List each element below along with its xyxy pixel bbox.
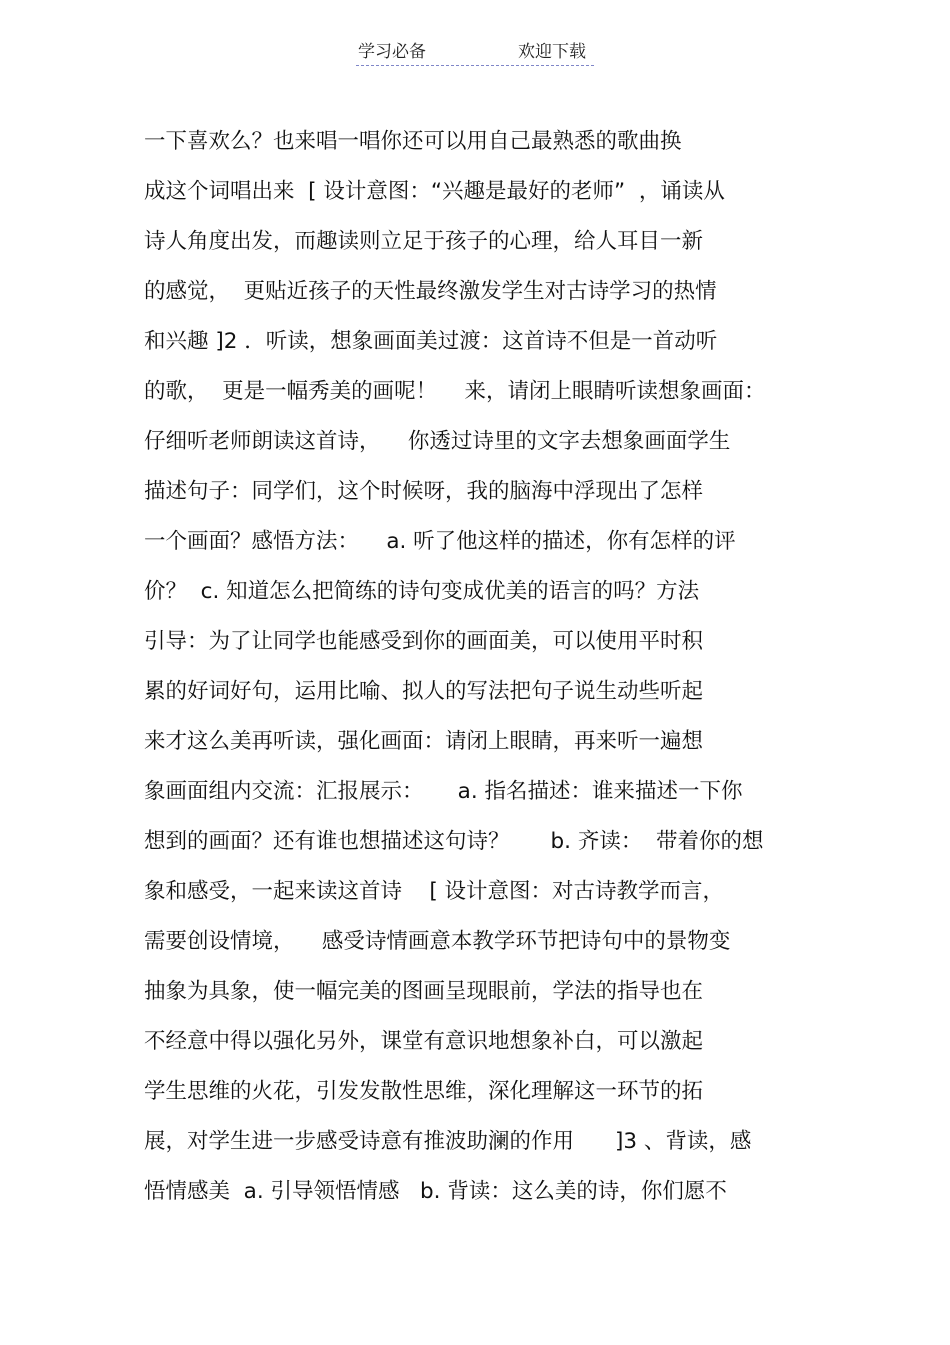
text-line: 象画面组内交流：汇报展示： a. 指名描述：谁来描述一下你 [144, 779, 743, 804]
text-line: 的歌， 更是一幅秀美的画呢！ 来，请闭上眼睛听读想象画面： [144, 379, 766, 404]
page-header [356, 40, 594, 66]
text-line: 不经意中得以强化另外，课堂有意识地想象补白，可以激起 [144, 1029, 704, 1054]
text-line: 一个画面？感悟方法： a. 听了他这样的描述，你有怎样的评 [144, 529, 736, 554]
header-right-text: 欢迎下载 [518, 42, 586, 62]
text-line: 描述句子：同学们，这个时候呀，我的脑海中浮现出了怎样 [144, 479, 704, 504]
text-line: 累的好词好句，运用比喻、拟人的写法把句子说生动些听起 [144, 679, 704, 704]
text-line: 和兴趣 ]2 ．听读，想象画面美过渡：这首诗不但是一首动听 [144, 329, 718, 354]
text-line: 引导：为了让同学也能感受到你的画面美，可以使用平时积 [144, 629, 704, 654]
text-line: 悟情感美 a. 引导领悟情感 b. 背读：这么美的诗，你们愿不 [144, 1179, 727, 1204]
text-line: 展，对学生进一步感受诗意有推波助澜的作用 ]3 、背读，感 [144, 1129, 752, 1154]
text-line: 想到的画面？还有谁也想描述这句诗？ b. 齐读： 带着你的想 [144, 829, 764, 854]
text-line: 成这个词唱出来 [ 设计意图：“兴趣是最好的老师” ，诵读从 [144, 179, 725, 204]
text-line: 学生思维的火花，引发发散性思维，深化理解这一环节的拓 [144, 1079, 704, 1104]
text-line: 诗人角度出发，而趣读则立足于孩子的心理，给人耳目一新 [144, 229, 704, 254]
text-line: 一下喜欢么？也来唱一唱你还可以用自己最熟悉的歌曲换 [144, 129, 682, 154]
document-body [144, 127, 924, 1227]
header-left-text: 学习必备 [358, 42, 426, 62]
text-line: 需要创设情境， 感受诗情画意本教学环节把诗句中的景物变 [144, 929, 731, 954]
text-line: 来才这么美再听读，强化画面：请闭上眼睛，再来听一遍想 [144, 729, 704, 754]
text-line: 价？ c. 知道怎么把简练的诗句变成优美的语言的吗？方法 [144, 579, 700, 604]
text-line: 仔细听老师朗读这首诗， 你透过诗里的文字去想象画面学生 [144, 429, 731, 454]
text-line: 象和感受，一起来读这首诗 [ 设计意图：对古诗教学而言， [144, 879, 725, 904]
text-line: 的感觉， 更贴近孩子的天性最终激发学生对古诗学习的热情 [144, 279, 717, 304]
text-line: 抽象为具象，使一幅完美的图画呈现眼前，学法的指导也在 [144, 979, 704, 1004]
